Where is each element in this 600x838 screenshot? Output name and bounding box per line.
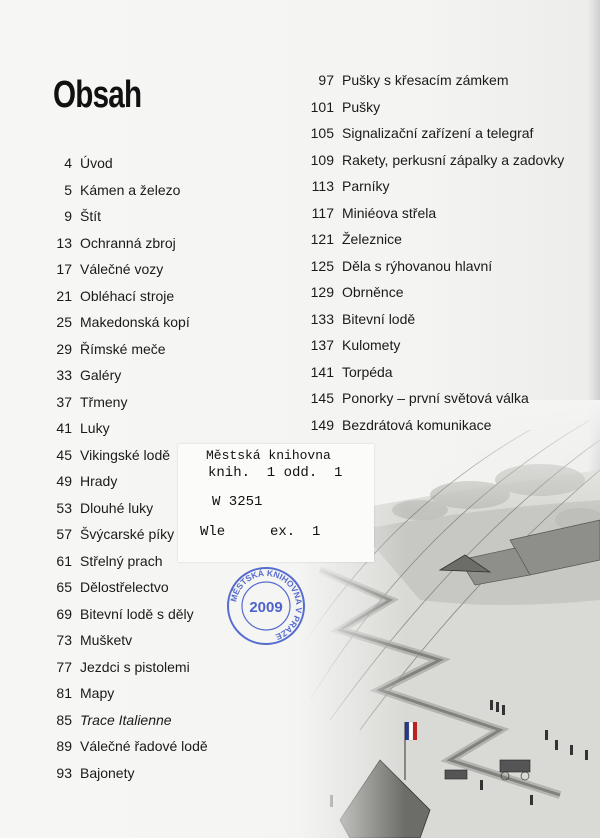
toc-chapter-title: Signalizační zařízení a telegraf bbox=[342, 125, 534, 141]
toc-chapter-title: Železnice bbox=[342, 231, 402, 247]
library-stamp bbox=[225, 565, 307, 647]
stamp-year: 2009 bbox=[249, 599, 283, 616]
toc-page-number: 113 bbox=[311, 178, 334, 194]
toc-page-number: 117 bbox=[311, 204, 334, 221]
toc-chapter-title: Makedonská kopí bbox=[80, 314, 190, 330]
toc-page-number: 37 bbox=[56, 393, 72, 410]
toc-chapter-title: Dělostřelectvo bbox=[80, 579, 169, 595]
toc-chapter-title: Rakety, perkusní zápalky a zadovky bbox=[342, 151, 565, 168]
toc-page-number: 9 bbox=[64, 208, 72, 224]
toc-chapter-title: Obrněnce bbox=[342, 284, 404, 300]
toc-chapter-title: Galéry bbox=[80, 367, 122, 383]
toc-chapter-title: Válečné řadové lodě bbox=[80, 738, 208, 754]
slip-library-name: Městská knihovna bbox=[206, 448, 331, 463]
toc-entry bbox=[40, 230, 208, 257]
toc-entry bbox=[296, 279, 564, 306]
slip-shelf-code: knih. 1 odd. 1 bbox=[208, 465, 343, 481]
toc-chapter-title: Ponorky – první světová válka bbox=[342, 390, 529, 406]
toc-page-number: 65 bbox=[56, 579, 72, 595]
toc-page-number: 105 bbox=[310, 125, 334, 141]
toc-entry bbox=[40, 733, 208, 760]
toc-entry bbox=[296, 412, 564, 439]
toc-entry bbox=[296, 173, 564, 200]
toc-page-number: 129 bbox=[310, 284, 334, 300]
toc-entry bbox=[296, 253, 564, 280]
toc-chapter-title: Hrady bbox=[80, 473, 118, 489]
slip-copies: ex. 1 bbox=[270, 524, 321, 540]
page-title: Obsah bbox=[53, 74, 142, 116]
toc-page-number: 77 bbox=[56, 658, 72, 675]
toc-right-column bbox=[296, 67, 564, 438]
toc-entry bbox=[40, 203, 208, 230]
toc-entry bbox=[40, 283, 208, 310]
toc-entry bbox=[40, 177, 208, 204]
slip-catalog-number: W 3251 bbox=[212, 494, 263, 510]
toc-chapter-title: Švýcarské píky bbox=[80, 526, 175, 542]
toc-page-number: 121 bbox=[310, 231, 334, 247]
toc-entry bbox=[40, 309, 208, 336]
toc-page-number: 93 bbox=[56, 764, 72, 781]
toc-chapter-title: Vikingské lodě bbox=[80, 446, 171, 463]
toc-page-number: 53 bbox=[56, 499, 72, 516]
toc-page-number: 97 bbox=[318, 72, 334, 88]
toc-chapter-title: Kulomety bbox=[342, 337, 401, 353]
toc-page-number: 29 bbox=[56, 340, 72, 357]
toc-page-number: 85 bbox=[56, 711, 72, 728]
toc-page-number: 101 bbox=[310, 98, 334, 115]
toc-chapter-title: Třmeny bbox=[80, 393, 128, 410]
toc-page-number: 73 bbox=[56, 632, 72, 648]
toc-chapter-title: Bajonety bbox=[80, 764, 135, 781]
toc-page-number: 13 bbox=[56, 234, 72, 251]
toc-entry bbox=[40, 389, 208, 416]
toc-page-number: 49 bbox=[56, 473, 72, 489]
toc-page-number: 21 bbox=[56, 287, 72, 304]
toc-entry bbox=[296, 120, 564, 147]
toc-chapter-title: Obléhací stroje bbox=[80, 287, 175, 304]
toc-page-number: 89 bbox=[56, 738, 72, 754]
toc-entry bbox=[40, 150, 208, 177]
toc-entry bbox=[40, 707, 208, 734]
toc-page-number: 45 bbox=[56, 446, 72, 463]
toc-entry bbox=[40, 336, 208, 363]
toc-page-number: 17 bbox=[56, 261, 72, 277]
toc-entry bbox=[296, 200, 564, 227]
toc-chapter-title: Bezdrátová komunikace bbox=[342, 416, 492, 433]
toc-chapter-title: Úvod bbox=[80, 155, 113, 171]
toc-chapter-title: Římské meče bbox=[80, 340, 166, 357]
toc-page-number: 145 bbox=[310, 390, 334, 406]
toc-entry bbox=[40, 574, 208, 601]
toc-page-number: 109 bbox=[310, 151, 334, 168]
toc-page-number: 125 bbox=[310, 257, 334, 274]
toc-page-number: 133 bbox=[310, 310, 334, 327]
toc-page-number: 57 bbox=[56, 526, 72, 542]
toc-chapter-title: Štít bbox=[80, 208, 102, 224]
toc-entry bbox=[296, 306, 564, 333]
toc-page-number: 33 bbox=[56, 367, 72, 383]
toc-page-number: 137 bbox=[310, 337, 334, 353]
toc-entry bbox=[40, 256, 208, 283]
toc-page-number: 61 bbox=[56, 552, 72, 569]
toc-entry bbox=[40, 680, 208, 707]
toc-chapter-title: Pušky bbox=[342, 98, 381, 115]
toc-entry bbox=[296, 359, 564, 386]
toc-page-number: 81 bbox=[56, 685, 72, 701]
toc-entry bbox=[296, 67, 564, 94]
toc-chapter-title: Dlouhé luky bbox=[80, 499, 154, 516]
toc-entry bbox=[296, 147, 564, 174]
toc-entry bbox=[296, 94, 564, 121]
toc-entry bbox=[40, 760, 208, 787]
toc-chapter-title: Děla s rýhovanou hlavní bbox=[342, 257, 493, 274]
toc-chapter-title: Mušketv bbox=[80, 632, 133, 648]
toc-chapter-title: Luky bbox=[80, 420, 110, 436]
toc-chapter-title: Kámen a železo bbox=[80, 181, 181, 198]
toc-chapter-title: Bitevní lodě s děly bbox=[80, 605, 194, 622]
toc-page-number: 41 bbox=[56, 420, 72, 436]
toc-chapter-title: Mapy bbox=[80, 685, 115, 701]
toc-page-number: 5 bbox=[64, 181, 72, 198]
toc-chapter-title: Jezdci s pistolemi bbox=[80, 658, 190, 675]
toc-entry bbox=[40, 627, 208, 654]
library-slip bbox=[178, 444, 374, 562]
toc-page-number: 149 bbox=[310, 416, 334, 433]
toc-chapter-title: Válečné vozy bbox=[80, 261, 164, 277]
toc-chapter-title: Parníky bbox=[342, 178, 390, 194]
toc-chapter-title: Miniéova střela bbox=[342, 204, 437, 221]
toc-entry bbox=[40, 601, 208, 628]
toc-chapter-title: Střelný prach bbox=[80, 552, 163, 569]
toc-page-number: 141 bbox=[310, 363, 334, 380]
toc-page-number: 25 bbox=[56, 314, 72, 330]
toc-chapter-title: Torpéda bbox=[342, 363, 393, 380]
toc-chapter-title: Bitevní lodě bbox=[342, 310, 416, 327]
toc-entry bbox=[296, 332, 564, 359]
toc-entry bbox=[296, 385, 564, 412]
toc-page-number: 4 bbox=[64, 155, 72, 171]
toc-entry bbox=[40, 415, 208, 442]
stamp-ring-text: MĚSTSKÁ KNIHOVNA V PRAZE bbox=[228, 567, 305, 643]
toc-chapter-title: Ochranná zbroj bbox=[80, 234, 176, 251]
slip-code-left: Wle bbox=[200, 524, 226, 540]
toc-entry bbox=[40, 362, 208, 389]
toc-chapter-title: Trace Italienne bbox=[80, 711, 172, 728]
toc-entry bbox=[40, 654, 208, 681]
toc-entry bbox=[296, 226, 564, 253]
toc-chapter-title: Pušky s křesacím zámkem bbox=[342, 72, 509, 88]
toc-page-number: 69 bbox=[56, 605, 72, 622]
